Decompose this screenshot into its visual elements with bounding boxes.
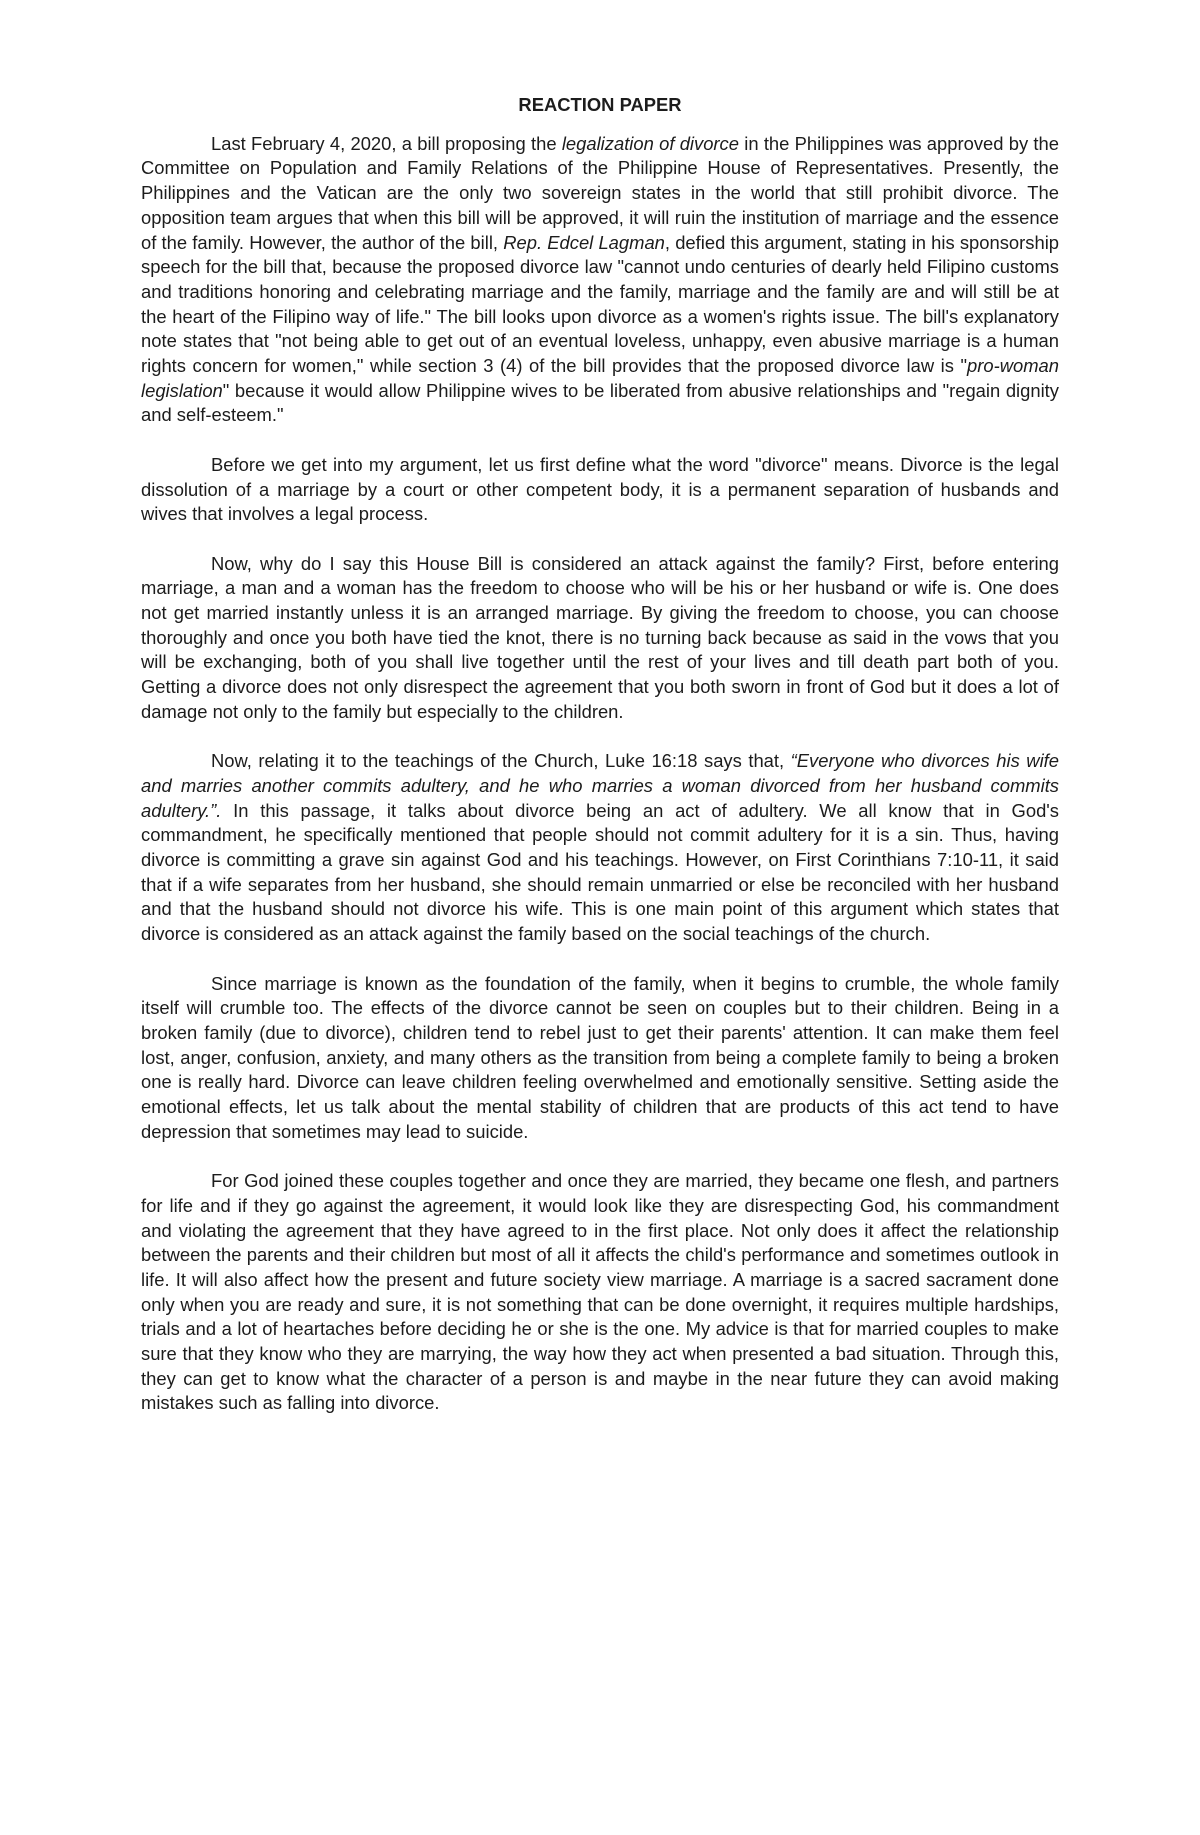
paragraph-container [141,132,1059,1416]
text-segment: Since marriage is known as the foundation of the family, when it begins to crumble, the whole family itself will crumble too. The effects of the divorce cannot be seen on couples but to their children. Being in a broken family (due to divorce), children tend to rebel just to get their parents' attention. It can make them feel lost, anger, confusion, anxiety, and many others as the transition from being a complete family to being a broken one is really hard. Divorce can leave children feeling overwhelmed and emotionally sensitive. Setting aside the emotional effects, let us talk about the mental stability of children that are products of this act tend to have depression that sometimes may lead to suicide. [141,972,1059,1142]
text-segment: Before we get into my argument, let us first define what the word "divorce" means. Divorce is the legal dissolution of a marriage by a court or other competent body, it is a permanent separation of husbands and wives that involves a legal process. [141,453,1059,525]
document-body [141,93,1059,1416]
text-segment: For God joined these couples together and once they are married, they became one flesh, and partners for life and if they go against the agreement, it would look like they are disrespecting God, his commandment and violating the agreement that they have agreed to in the first place. Not only does it affect the relationship between the parents and their children but most of all it affects the child's performance and sometimes outlook in life. It will also affect how the present and future society view marriage. A marriage is a sacred sacrament done only when you are ready and sure, it is not something that can be done overnight, it requires multiple hardships, trials and a lot of heartaches before deciding he or she is the one. My advice is that for married couples to make sure that they know who they are marrying, the way how they act when presented a bad situation. Through this, they can get to know what the character of a person is and maybe in the near future they can avoid making mistakes such as falling into divorce. [141,1170,1059,1414]
italic-text-segment: Rep. Edcel Lagman [503,231,665,253]
text-segment: Last February 4, 2020, a bill proposing the [211,132,562,154]
italic-text-segment: legalization of divorce [561,132,739,154]
body-paragraph [141,972,1059,1145]
text-segment: , defied this argument, stating in his sponsorship speech for the bill that, because the proposed divorce law "cannot undo centuries of dearly held Filipino customs and traditions honoring and celebrating marriage and the family, marriage and the family are and will still be at the heart of the Filipino way of life." The bill looks upon divorce as a women's rights issue. The bill's explanatory note states that "not being able to get out of an eventual loveless, unhappy, even abusive marriage is a human rights concern for women," while section 3 (4) of the bill provides that the proposed divorce law is " [141,231,1060,377]
body-paragraph [141,453,1059,527]
text-segment: " because it would allow Philippine wives to be liberated from abusive relationships and "regain dignity and self-esteem." [141,379,1059,426]
body-paragraph [141,1169,1059,1416]
body-paragraph [141,132,1059,428]
body-paragraph [141,552,1059,725]
text-segment: Now, relating it to the teachings of the Church, Luke 16:18 says that, [211,750,791,772]
italic-text-segment: “Everyone who divorces his wife and marries another commits adultery, and he who marries a woman divorced from her husband commits adultery.”. [141,750,1060,821]
text-segment: In this passage, it talks about divorce being an act of adultery. We all know that in God's commandment, he specifically mentioned that people should not commit adultery for it is a sin. Thus, having divorce is committing a grave sin against God and his teachings. However, on First Corinthians 7:10-11, it said that if a wife separates from her husband, she should remain unmarried or else be reconciled with her husband and that the husband should not divorce his wife. This is one main point of this argument which states that divorce is considered as an attack against the family based on the social teachings of the church. [141,799,1059,945]
text-segment: Now, why do I say this House Bill is considered an attack against the family? First, before entering marriage, a man and a woman has the freedom to choose who will be his or her husband or wife is. One does not get married instantly unless it is an arranged marriage. By giving the freedom to choose, you can choose thoroughly and once you both have tied the knot, there is no turning back because as said in the vows that you will be exchanging, both of you shall live together until the rest of your lives and till death part both of you. Getting a divorce does not only disrespect the agreement that you both sworn in front of God but it does a lot of damage not only to the family but especially to the children. [141,552,1059,722]
italic-text-segment: pro-woman legislation [141,355,1059,401]
text-segment: in the Philippines was approved by the Committee on Population and Family Relations of the Philippine House of Representatives. Presently, the Philippines and the Vatican are the only two sovereign states in the world that still prohibit divorce. The opposition team argues that when this bill will be approved, it will ruin the institution of marriage and the essence of the family. However, the author of the bill, [141,132,1059,253]
body-paragraph [141,749,1059,947]
document-title: REACTION PAPER [518,94,682,115]
